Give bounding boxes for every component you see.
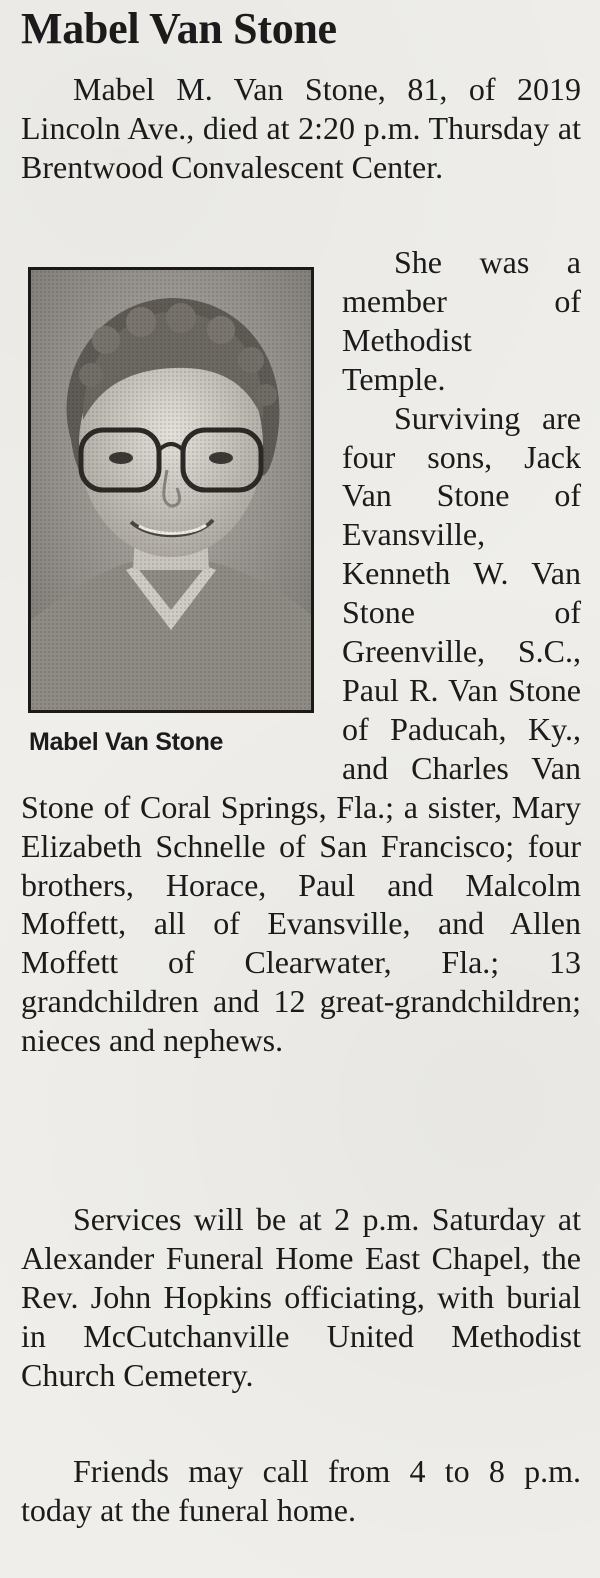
portrait-image bbox=[31, 270, 311, 710]
photo-caption: Mabel Van Stone bbox=[29, 728, 224, 756]
text-wrap-around-photo bbox=[21, 243, 581, 1060]
paragraph-death-notice: Mabel M. Van Stone, 81, of 2019 Lincoln Ave., died at 2:20 p.m. Thursday at Brentwood Convalescent Center. bbox=[21, 71, 581, 185]
paragraph-visitation: Friends may call from 4 to 8 p.m. today at the funeral home. bbox=[21, 1453, 581, 1528]
portrait-photo bbox=[28, 267, 314, 713]
paragraph-services: Services will be at 2 p.m. Saturday at Alexander Funeral Home East Chapel, the Rev. John Hopkins officiating, with burial in McCutchanville United Methodist Church Cemetery. bbox=[21, 1201, 581, 1393]
obituary-headline: Mabel Van Stone bbox=[21, 4, 337, 53]
photo-block bbox=[21, 243, 323, 781]
paragraph-survivors: Surviving are four sons, Jack Van Stone of Evansville, Kenneth W. Van Stone of Greenville, S.C., Paul R. Van Stone of Paducah, Ky., and Charles Van Stone of Coral Springs, Fla.; a sister, Mary Elizabeth Schnelle of San Francisco; four brothers, Horace, Paul and Malcolm Moffett, all of Evansville, and Allen Moffett of Clearwater, Fla.; 13 grandchildren and 12 great-grandchildren; nieces and nephews. bbox=[21, 399, 581, 1059]
paragraph-membership: She was a member of Methodist Temple. bbox=[342, 244, 581, 397]
